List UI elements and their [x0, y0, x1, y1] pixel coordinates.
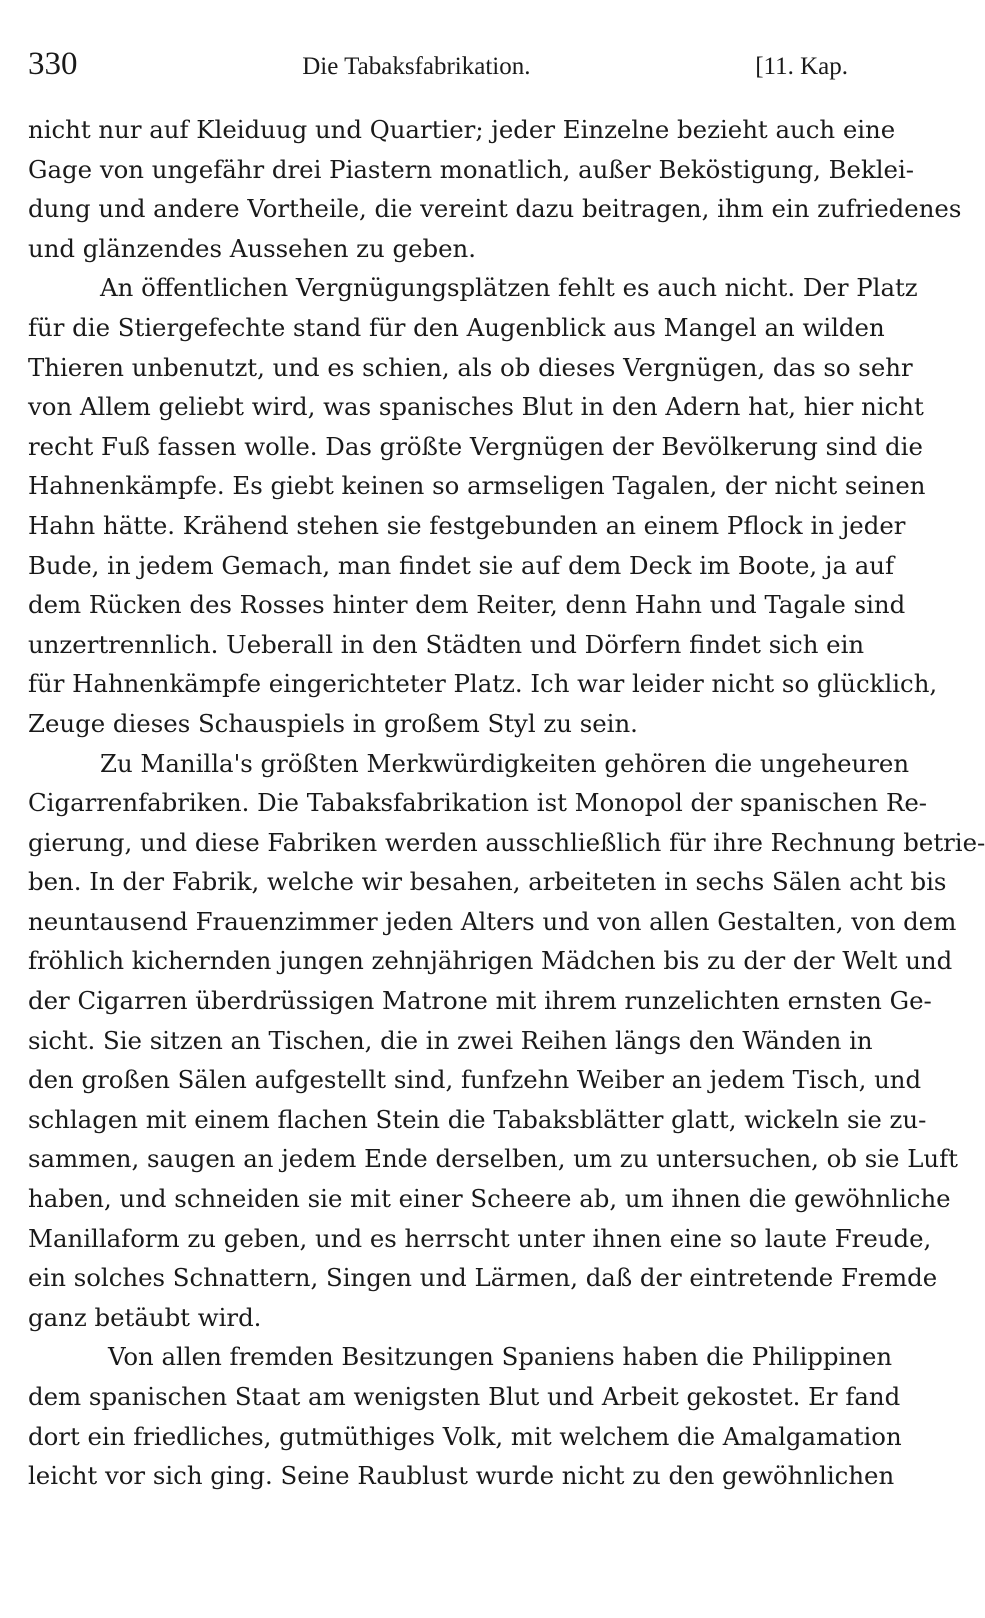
- text-line: sammen, saugen an jedem Ende derselben, um zu untersuchen, ob sie Luft: [28, 1144, 958, 1174]
- text-line: sicht. Sie sitzen an Tischen, die in zwei Reihen längs den Wänden in: [28, 1025, 873, 1055]
- text-line: nicht nur auf Kleiduug und Quartier; jeder Einzelne bezieht auch eine: [28, 115, 896, 144]
- paragraph-start-line: Von allen fremden Besitzungen Spaniens haben die Philippinen: [108, 1342, 893, 1372]
- text-line: leicht vor sich ging. Seine Raublust wurde nicht zu den gewöhnlichen: [28, 1461, 895, 1491]
- text-line: dung und andere Vortheile, die vereint dazu beitragen, ihm ein zufriedenes: [28, 194, 962, 224]
- paragraph-start-line: An öffentlichen Vergnügungsplätzen fehlt es auch nicht. Der Platz: [100, 273, 918, 303]
- text-line: fröhlich kichernden jungen zehnjährigen Mädchen bis zu der der Welt und: [28, 946, 953, 976]
- text-line: den großen Sälen aufgestellt sind, funfzehn Weiber an jedem Tisch, und: [28, 1065, 922, 1095]
- text-line: recht Fuß fassen wolle. Das größte Vergnügen der Bevölkerung sind die: [28, 431, 923, 461]
- text-line: gierung, und diese Fabriken werden ausschließlich für ihre Rechnung betrie-: [28, 827, 985, 857]
- text-line: Cigarrenfabriken. Die Tabaksfabrikation ist Monopol der spanischen Re-: [28, 788, 928, 818]
- paragraph-start-line: Zu Manilla's größten Merkwürdigkeiten gehören die ungeheuren: [100, 748, 910, 778]
- text-line: für die Stiergefechte stand für den Augenblick aus Mangel an wilden: [28, 312, 885, 342]
- text-line: Bude, in jedem Gemach, man findet sie auf dem Deck im Boote, ja auf: [28, 550, 895, 580]
- page-header: [28, 46, 848, 90]
- page-number: 330: [28, 46, 78, 82]
- text-line: dem spanischen Staat am wenigsten Blut und Arbeit gekostet. Er fand: [28, 1382, 901, 1411]
- text-line: Zeuge dieses Schauspiels in großem Styl zu sein.: [28, 708, 638, 738]
- text-line: Hahnenkämpfe. Es giebt keinen so armseligen Tagalen, der nicht seinen: [28, 471, 926, 501]
- text-line: für Hahnenkämpfe eingerichteter Platz. Ich war leider nicht so glücklich,: [28, 669, 938, 699]
- text-line: schlagen mit einem flachen Stein die Tabaksblätter glatt, wickeln sie zu-: [28, 1104, 927, 1134]
- text-line: ben. In der Fabrik, welche wir besahen, arbeiteten in sechs Sälen acht bis: [28, 867, 947, 897]
- text-line: und glänzendes Aussehen zu geben.: [28, 233, 477, 263]
- running-title: Die Tabaksfabrikation.: [302, 53, 531, 80]
- text-line: Thieren unbenutzt, und es schien, als ob dieses Vergnügen, das so sehr: [28, 352, 913, 382]
- text-line: unzertrennlich. Ueberall in den Städten und Dörfern findet sich ein: [28, 629, 865, 659]
- text-line: von Allem geliebt wird, was spanisches Blut in den Adern hat, hier nicht: [28, 392, 924, 422]
- body-text: [28, 110, 985, 1496]
- text-line: neuntausend Frauenzimmer jeden Alters und von allen Gestalten, von dem: [28, 906, 957, 936]
- text-line: Manillaform zu geben, und es herrscht unter ihnen eine so laute Freude,: [28, 1223, 932, 1253]
- text-line: ein solches Schnattern, Singen und Lärmen, daß der eintretende Fremde: [28, 1263, 938, 1293]
- text-line: der Cigarren überdrüssigen Matrone mit ihrem runzelichten ernsten Ge-: [28, 986, 932, 1016]
- text-line: ganz betäubt wird.: [28, 1302, 262, 1332]
- text-line: dem Rücken des Rosses hinter dem Reiter, denn Hahn und Tagale sind: [28, 590, 906, 620]
- text-line: dort ein friedliches, gutmüthiges Volk, mit welchem die Amalgamation: [28, 1421, 902, 1451]
- text-line: Hahn hätte. Krähend stehen sie festgebunden an einem Pflock in jeder: [28, 510, 906, 540]
- text-line: Gage von ungefähr drei Piastern monatlich, außer Beköstigung, Beklei-: [28, 154, 915, 184]
- text-line: haben, und schneiden sie mit einer Scheere ab, um ihnen die gewöhnliche: [28, 1184, 951, 1214]
- chapter-marker: [11. Kap.: [755, 53, 848, 80]
